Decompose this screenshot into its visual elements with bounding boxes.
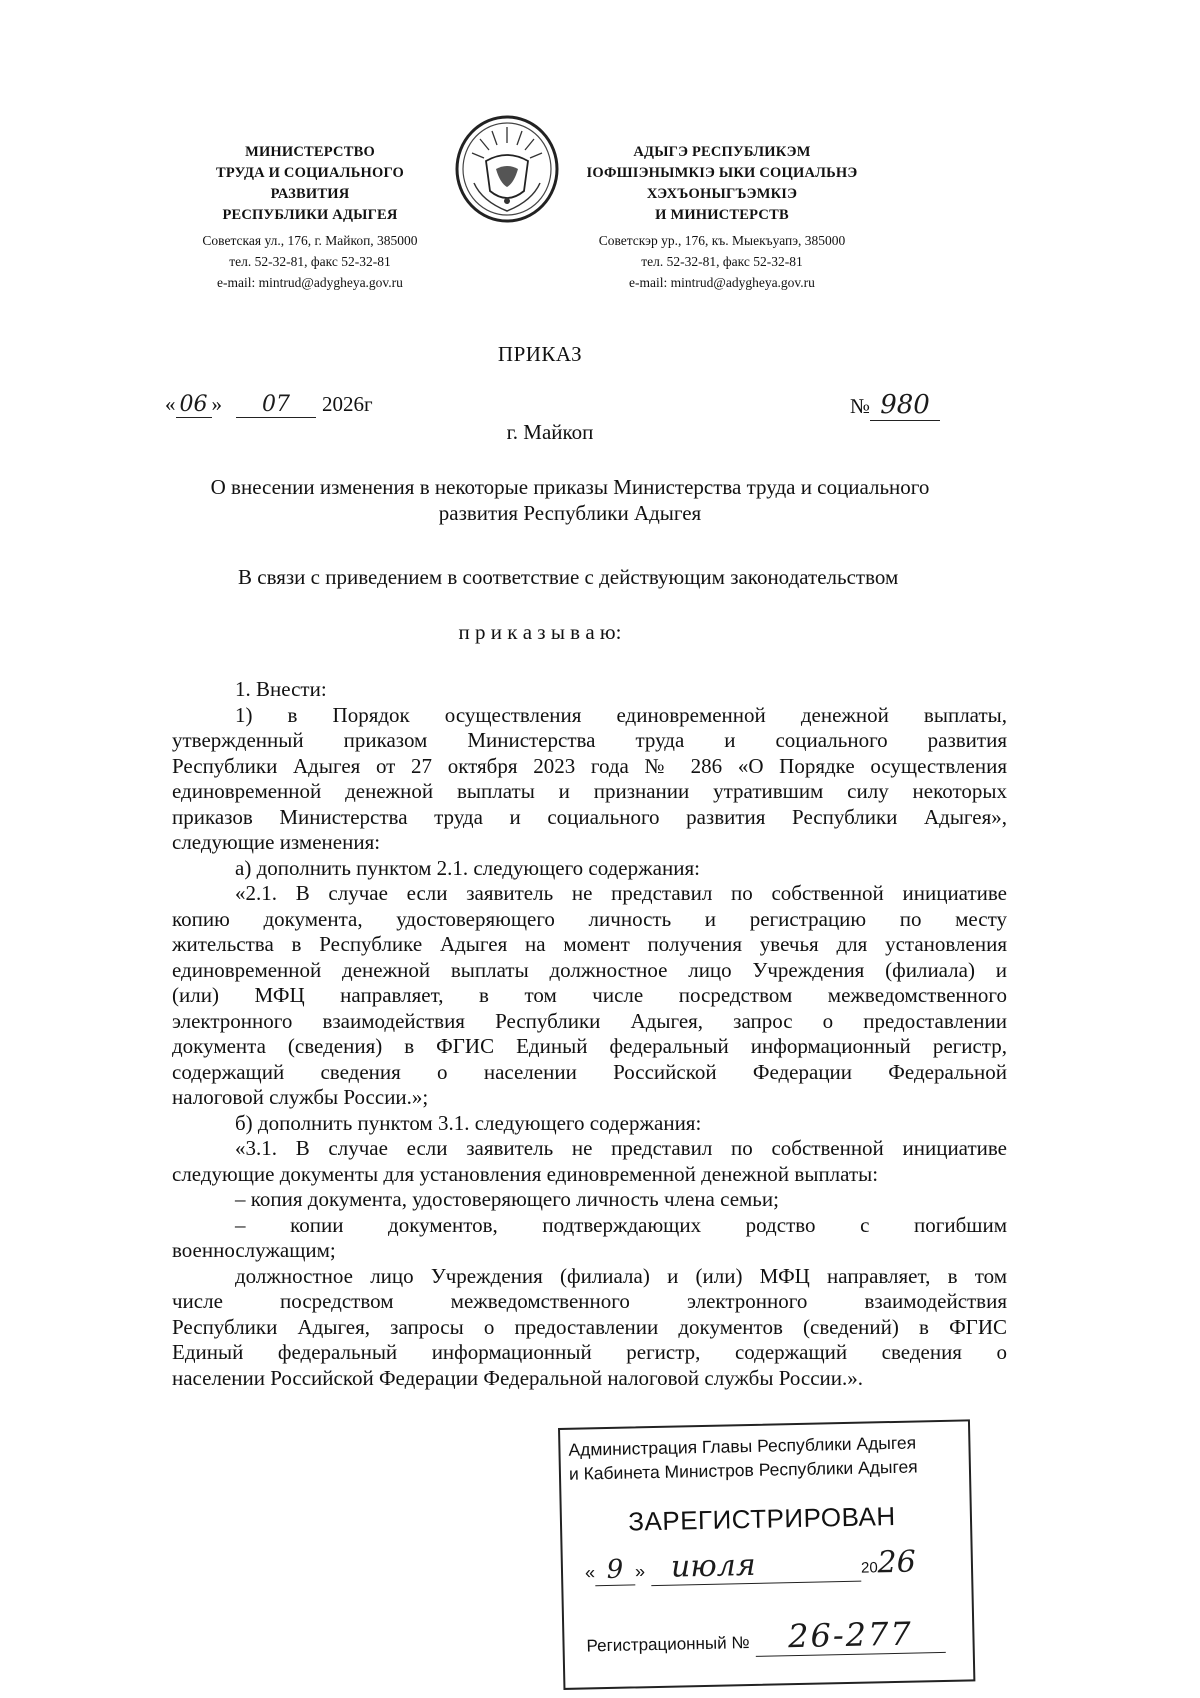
body-line: (или) МФЦ направляет, в том числе посредством межведомственного bbox=[172, 983, 1007, 1007]
ministry-name-line: МИНИСТЕРСТВО bbox=[245, 144, 375, 160]
body-line: содержащий сведения о населении Российской Федерации Федеральной bbox=[172, 1059, 1007, 1084]
ministry-address-ru bbox=[160, 230, 460, 293]
body-line: населении Российской Федерации Федеральной налоговой службы России.». bbox=[172, 1365, 863, 1390]
stamp-authority-line: и Кабинета Министров Республики Адыгея bbox=[568, 1456, 918, 1484]
body-line: следующие документы для установления единовременной денежной выплаты: bbox=[172, 1161, 879, 1186]
date-year: 2026г bbox=[322, 392, 373, 416]
stamp-authority-line: Администрация Главы Республики Адыгея bbox=[568, 1432, 917, 1460]
number-value: 980 bbox=[870, 390, 940, 421]
body-line: – копии документов, подтверждающих родство с погибшим bbox=[235, 1212, 1007, 1237]
ministry-name-ady bbox=[562, 142, 882, 226]
city: г. Майкоп bbox=[506, 420, 594, 444]
body-line: Единый федеральный информационный регистр, содержащий сведения о bbox=[172, 1340, 1007, 1364]
ministry-name-line: И МИНИСТЕРСТВ bbox=[655, 207, 789, 223]
ministry-name-line: IОФШIЭНЫМКIЭ ЫКИ СОЦИАЛЬНЭ bbox=[586, 165, 858, 181]
body-line: «2.1. В случае если заявитель не представил по собственной инициативе bbox=[235, 881, 1007, 905]
ministry-name-line: АДЫГЭ РЕСПУБЛИКЭМ bbox=[633, 144, 811, 160]
order-date bbox=[165, 392, 373, 418]
address-line: тел. 52-32-81, факс 52-32-81 bbox=[641, 254, 803, 269]
stamp-year-suffix: 26 bbox=[877, 1544, 917, 1581]
body-line: приказов Министерства труда и социального развития Республики Адыгея», bbox=[172, 804, 1007, 829]
date-close-quote: » bbox=[211, 392, 222, 416]
ministry-name-line: ТРУДА И СОЦИАЛЬНОГО bbox=[216, 165, 404, 181]
number-sign: № bbox=[850, 394, 871, 418]
body-line: налоговой службы России.»; bbox=[172, 1085, 429, 1109]
stamp-date bbox=[585, 1545, 917, 1588]
order-word: п р и к а з ы в а ю: bbox=[458, 620, 622, 644]
stamp-date-close: » bbox=[634, 1561, 646, 1582]
body-line: числе посредством межведомственного электронного взаимодействия bbox=[172, 1289, 1007, 1313]
body-line: должностное лицо Учреждения (филиала) и (или) МФЦ направляет, в том bbox=[235, 1263, 1007, 1288]
order-number bbox=[850, 390, 940, 421]
body-line: единовременной денежной выплаты должностное лицо Учреждения (филиала) и bbox=[172, 957, 1007, 982]
stamp-date-open: « bbox=[584, 1562, 596, 1583]
body-line: электронного взаимодействия Республики Адыгея, запрос о предоставлении bbox=[172, 1008, 1007, 1033]
stamp-reg-label: Регистрационный № bbox=[586, 1633, 750, 1656]
registration-stamp bbox=[558, 1419, 975, 1690]
stamp-date-month: июля bbox=[651, 1546, 862, 1586]
body-line: Республики Адыгея от 27 октября 2023 года № 286 «О Порядке осуществления bbox=[172, 753, 1007, 778]
ministry-name-line: ХЭХЪОНЫГЪЭМКIЭ bbox=[646, 186, 798, 202]
date-day: 06 bbox=[176, 392, 212, 418]
date-month: 07 bbox=[236, 392, 316, 418]
document-subject bbox=[140, 474, 1000, 526]
body-line: – копия документа, удостоверяющего личность члена семьи; bbox=[235, 1187, 779, 1211]
subject-line: развития Республики Адыгея bbox=[438, 501, 702, 525]
address-line: e-mail: mintrud@adygheya.gov.ru bbox=[629, 275, 815, 290]
body-line: 1. Внести: bbox=[235, 677, 327, 701]
body-line: 1) в Порядок осуществления единовременной денежной выплаты, bbox=[235, 702, 1007, 727]
subject-line: О внесении изменения в некоторые приказы Министерства труда и социального bbox=[210, 475, 930, 499]
body-line: следующие изменения: bbox=[172, 830, 381, 854]
ministry-name-ru bbox=[160, 142, 460, 226]
address-line: тел. 52-32-81, факс 52-32-81 bbox=[229, 254, 391, 269]
coat-of-arms-icon bbox=[452, 113, 562, 225]
stamp-status: ЗАРЕГИСТРИРОВАН bbox=[627, 1500, 896, 1537]
date-open-quote: « bbox=[165, 392, 176, 416]
ministry-name-line: РАЗВИТИЯ bbox=[270, 186, 350, 202]
stamp-date-day: 9 bbox=[595, 1554, 636, 1586]
stamp-year-prefix: 20 bbox=[860, 1559, 878, 1577]
body-line: жительства в Республике Адыгея на момент получения увечья для установления bbox=[172, 932, 1007, 956]
document-type: ПРИКАЗ bbox=[497, 342, 583, 366]
body-line: а) дополнить пунктом 2.1. следующего содержания: bbox=[235, 855, 700, 880]
body-text bbox=[172, 677, 1007, 1391]
body-line: единовременной денежной выплаты и признании утратившим силу некоторых bbox=[172, 779, 1007, 803]
address-line: Советскэр ур., 176, къ. Мыекъуапэ, 385000 bbox=[598, 233, 846, 248]
body-line: копию документа, удостоверяющего личность и регистрацию по месту bbox=[172, 906, 1007, 931]
body-line: утвержденный приказом Министерства труда и социального развития bbox=[172, 728, 1007, 752]
body-line: «3.1. В случае если заявитель не представил по собственной инициативе bbox=[235, 1136, 1007, 1160]
body-line: б) дополнить пунктом 3.1. следующего содержания: bbox=[235, 1110, 702, 1135]
body-line: документа (сведения) в ФГИС Единый федеральный информационный регистр, bbox=[172, 1034, 1007, 1058]
address-line: Советская ул., 176, г. Майкоп, 385000 bbox=[202, 233, 418, 248]
ministry-address-ady bbox=[552, 230, 892, 293]
body-line: военнослужащим; bbox=[172, 1238, 336, 1262]
stamp-registration bbox=[586, 1614, 946, 1661]
stamp-reg-number: 26-277 bbox=[755, 1614, 946, 1657]
body-line: Республики Адыгея, запросы о предоставлении документов (сведений) в ФГИС bbox=[172, 1314, 1007, 1339]
address-line: e-mail: mintrud@adygheya.gov.ru bbox=[217, 275, 403, 290]
preamble: В связи с приведением в соответствие с действующим законодательством bbox=[238, 565, 899, 589]
ministry-name-line: РЕСПУБЛИКИ АДЫГЕЯ bbox=[222, 207, 398, 223]
